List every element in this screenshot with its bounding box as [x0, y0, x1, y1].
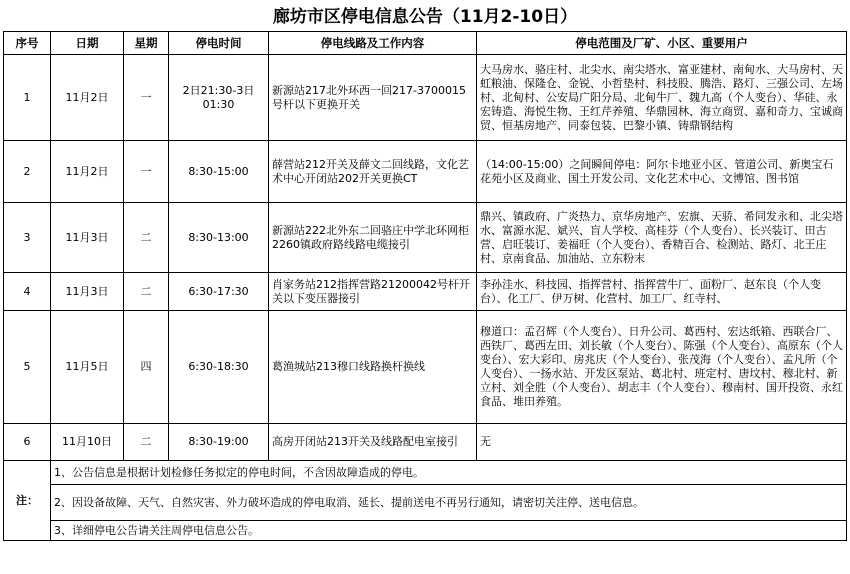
- table-row: [4, 424, 847, 461]
- table-row: [4, 203, 847, 273]
- row-scope: 鼎兴、镇政府、广炎热力、京华房地产、宏旗、天骄、希同发永和、北尖塔水、富源水泥、斌兴、盲人学校、高桂芬（个人变台）、长兴装订、田古营、启旺装订、姜福旺（个人变台）、香精百合、检测站、路灯、北王庄村、京南食品、加油站、立东粉末: [477, 203, 847, 273]
- row-line: 高房开闭站213开关及线路配电室接引: [269, 424, 477, 461]
- row-no: 6: [4, 424, 51, 461]
- row-weekday: 二: [124, 424, 169, 461]
- row-no: 5: [4, 311, 51, 424]
- header-date: 日期: [51, 32, 124, 55]
- header-weekday: 星期: [124, 32, 169, 55]
- row-date: 11月10日: [51, 424, 124, 461]
- note-item: 3、详细停电公告请关注周停电信息公告。: [51, 521, 847, 541]
- row-line: 新源站222北外东二回骆庄中学北环网柜2260镇政府路线路电缆接引: [269, 203, 477, 273]
- table-row: [4, 273, 847, 311]
- row-date: 11月2日: [51, 141, 124, 203]
- note-row: [4, 461, 847, 485]
- table-row: [4, 55, 847, 141]
- note-item: 1、公告信息是根据计划检修任务拟定的停电时间，不含因故障造成的停电。: [51, 461, 847, 485]
- header-time: 停电时间: [169, 32, 269, 55]
- row-time: 2日21:30-3日01:30: [169, 55, 269, 141]
- header-line: 停电线路及工作内容: [269, 32, 477, 55]
- note-item: 2、因设备故障、天气、自然灾害、外力破坏造成的停电取消、延长、提前送电不再另行通知，请密切关注停、送电信息。: [51, 485, 847, 521]
- row-scope: 李孙洼水、科技园、指挥营村、指挥营牛厂、面粉厂、赵东良（个人变台）、化工厂、伊万树、化营村、加工厂、红寺村、: [477, 273, 847, 311]
- row-line: 肖家务站212指挥营路21200042号杆开关以下变压器接引: [269, 273, 477, 311]
- row-date: 11月2日: [51, 55, 124, 141]
- row-no: 1: [4, 55, 51, 141]
- row-date: 11月3日: [51, 203, 124, 273]
- notes-label: 注：: [4, 461, 51, 541]
- row-weekday: 一: [124, 55, 169, 141]
- row-weekday: 四: [124, 311, 169, 424]
- outage-table: [3, 31, 847, 541]
- header-row: [4, 32, 847, 55]
- row-date: 11月3日: [51, 273, 124, 311]
- table-row: [4, 311, 847, 424]
- row-time: 6:30-17:30: [169, 273, 269, 311]
- row-scope: 大马房水、骆庄村、北尖水、南尖塔水、富亚建材、南甸水、大马房村、天虹粮油、保隆仓、金锐、小哲垫村、科技股、腾浩、路灯、三强公司、左场村、北甸村、公安局广阳分局、北甸牛厂、魏九高（个人变台）、华硅、永宏铸造、海悦生物、王红芹养殖、华鼎园林、海立商贸、嘉和奇力、宝诚商贸、恒基房地产、同泰包装、巴黎小镇、铸鼎钢结构: [477, 55, 847, 141]
- row-weekday: 二: [124, 203, 169, 273]
- header-scope: 停电范围及厂矿、小区、重要用户: [477, 32, 847, 55]
- row-scope: 穆道口：孟召辉（个人变台）、日升公司、葛西村、宏达纸箱、西联合厂、西铁厂、葛西左田、刘长敏（个人变台）、陈强（个人变台）、高原东（个人变台）、宏大彩印、房兆庆（个人变台）、张茂海（个人变台）、孟凡所（个人变台）、一扬水站、开发区泵站、葛北村、班定村、唐坟村、穆北村、新立村、刘全胜（个人变台）、胡志丰（个人变台）、穆南村、国开投资、永红食品、堆田养殖。: [477, 311, 847, 424]
- page-title: 廊坊市区停电信息公告（11月2-10日）: [272, 7, 578, 27]
- note-row: [4, 485, 847, 521]
- row-time: 6:30-18:30: [169, 311, 269, 424]
- row-line: 新源站217北外环西一回217-3700015号杆以下更换开关: [269, 55, 477, 141]
- row-date: 11月5日: [51, 311, 124, 424]
- header-no: 序号: [4, 32, 51, 55]
- row-scope: 无: [477, 424, 847, 461]
- row-time: 8:30-13:00: [169, 203, 269, 273]
- row-no: 2: [4, 141, 51, 203]
- table-row: [4, 141, 847, 203]
- row-no: 3: [4, 203, 51, 273]
- row-scope: （14:00-15:00）之间瞬间停电：阿尔卡地亚小区、管道公司、新奥宝石花苑小区及商业、国土开发公司、文化艺术中心、文博馆、图书馆: [477, 141, 847, 203]
- row-line: 薛营站212开关及薛文二回线路，文化艺术中心开闭站202开关更换CT: [269, 141, 477, 203]
- row-no: 4: [4, 273, 51, 311]
- row-line: 葛渔城站213穆口线路换杆换线: [269, 311, 477, 424]
- row-time: 8:30-15:00: [169, 141, 269, 203]
- row-time: 8:30-19:00: [169, 424, 269, 461]
- row-weekday: 一: [124, 141, 169, 203]
- note-row: [4, 521, 847, 541]
- row-weekday: 二: [124, 273, 169, 311]
